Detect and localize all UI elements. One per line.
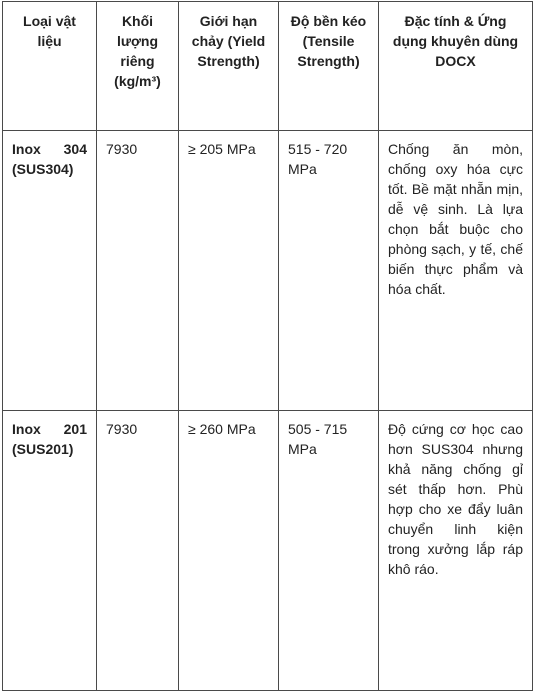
cell-description: Độ cứng cơ học cao hơn SUS304 nhưng khả năng chống gỉ sét thấp hơn. Phù hợp cho xe đẩy luân chuyển linh kiện trong xưởng lắp ráp khô ráo. (379, 411, 533, 691)
header-density: Khối lượng riêng (kg/m³) (97, 2, 179, 131)
cell-density: 7930 (97, 411, 179, 691)
cell-yield-strength: ≥ 205 MPa (179, 131, 279, 411)
header-tensile-strength: Độ bền kéo (Tensile Strength) (279, 2, 379, 131)
cell-material: Inox 201 (SUS201) (3, 411, 97, 691)
header-row (3, 2, 533, 131)
cell-description: Chống ăn mòn, chống oxy hóa cực tốt. Bề mặt nhẵn mịn, dễ vệ sinh. Là lựa chọn bắt buộc cho phòng sạch, y tế, chế biến thực phẩm và hóa chất. (379, 131, 533, 411)
cell-material: Inox 304 (SUS304) (3, 131, 97, 411)
cell-tensile-strength: 505 - 715 MPa (279, 411, 379, 691)
header-description: Đặc tính & Ứng dụng khuyên dùng DOCX (379, 2, 533, 131)
table-row (3, 411, 533, 691)
table-row (3, 131, 533, 411)
cell-yield-strength: ≥ 260 MPa (179, 411, 279, 691)
header-yield-strength: Giới hạn chảy (Yield Strength) (179, 2, 279, 131)
material-comparison-table (2, 1, 533, 691)
cell-density: 7930 (97, 131, 179, 411)
cell-tensile-strength: 515 - 720 MPa (279, 131, 379, 411)
header-material: Loại vật liệu (3, 2, 97, 131)
